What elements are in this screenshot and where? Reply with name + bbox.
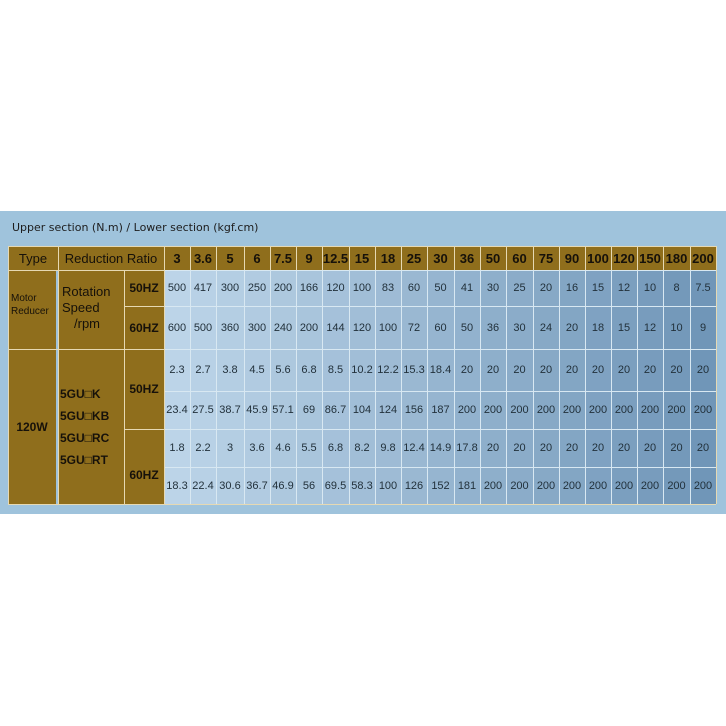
torque-50hz-nm-cell-2: 3.8 [216, 349, 244, 391]
ratio-header-4: 7.5 [270, 246, 296, 270]
speed-50hz-cell-6: 120 [322, 270, 349, 306]
table-border [8, 246, 716, 247]
table-border [349, 246, 350, 270]
torque-50hz-kgfcm-cell-0: 23.4 [164, 391, 190, 429]
speed-60hz-cell-3: 300 [244, 306, 270, 349]
speed-60hz-cell-17: 15 [611, 306, 637, 349]
torque-50hz-nm-cell-5: 6.8 [296, 349, 322, 391]
torque-50hz-nm-cell-4: 5.6 [270, 349, 296, 391]
speed-50hz-cell-17: 12 [611, 270, 637, 306]
table-border [124, 429, 164, 430]
torque-50hz-nm-cell-12: 20 [480, 349, 506, 391]
model-name: 5GU□RT [60, 452, 108, 467]
model-list [58, 349, 124, 504]
torque-60hz-nm-cell-7: 8.2 [349, 429, 375, 467]
speed-60hz-cell-2: 360 [216, 306, 244, 349]
torque-50hz-kgfcm-cell-7: 104 [349, 391, 375, 429]
ratio-header-12: 50 [480, 246, 506, 270]
torque-50hz-nm-cell-14: 20 [533, 349, 559, 391]
torque-50hz-kgfcm-cell-10: 187 [427, 391, 454, 429]
speed-60hz-cell-13: 30 [506, 306, 533, 349]
speed-50hz-cell-5: 166 [296, 270, 322, 306]
torque-60hz-kgfcm-cell-1: 22.4 [190, 467, 216, 504]
torque-60hz-kgfcm-cell-3: 36.7 [244, 467, 270, 504]
table-border [8, 270, 164, 271]
table-border [506, 246, 507, 270]
torque-60hz-nm-cell-12: 20 [480, 429, 506, 467]
torque-50hz-kgfcm-cell-12: 200 [480, 391, 506, 429]
ratio-header-13: 60 [506, 246, 533, 270]
torque-60hz-kgfcm-cell-5: 56 [296, 467, 322, 504]
torque-60hz-kgfcm-cell-6: 69.5 [322, 467, 349, 504]
torque-50hz-kgfcm-cell-14: 200 [533, 391, 559, 429]
table-border [164, 246, 165, 504]
torque-50hz-nm-cell-17: 20 [611, 349, 637, 391]
table-border [58, 246, 59, 504]
table-border [270, 246, 271, 270]
speed-50hz-label: 50HZ [124, 270, 164, 306]
speed-50hz-cell-16: 15 [585, 270, 611, 306]
torque-50hz-kgfcm-cell-17: 200 [611, 391, 637, 429]
spec-table [0, 211, 726, 514]
torque-50hz-nm-cell-20: 20 [690, 349, 716, 391]
ratio-header-8: 18 [375, 246, 401, 270]
table-border [244, 246, 245, 270]
torque-60hz-nm-cell-11: 17.8 [454, 429, 480, 467]
speed-50hz-cell-12: 30 [480, 270, 506, 306]
speed-60hz-cell-14: 24 [533, 306, 559, 349]
grid-line [164, 270, 716, 271]
ratio-header-10: 30 [427, 246, 454, 270]
model-name: 5GU□KB [60, 408, 110, 423]
speed-60hz-cell-18: 12 [637, 306, 663, 349]
motor-reducer-label [8, 270, 56, 349]
torque-60hz-nm-cell-0: 1.8 [164, 429, 190, 467]
ratio-header-17: 120 [611, 246, 637, 270]
torque-50hz-kgfcm-cell-4: 57.1 [270, 391, 296, 429]
rotation-speed-text: Rotation [62, 284, 111, 299]
speed-60hz-cell-10: 60 [427, 306, 454, 349]
table-border [559, 246, 560, 270]
torque-60hz-nm-cell-6: 6.8 [322, 429, 349, 467]
torque-60hz-kgfcm-cell-2: 30.6 [216, 467, 244, 504]
torque-60hz-nm-cell-20: 20 [690, 429, 716, 467]
torque-50hz-nm-cell-16: 20 [585, 349, 611, 391]
table-border [716, 246, 717, 504]
speed-50hz-cell-0: 500 [164, 270, 190, 306]
torque-60hz-nm-cell-2: 3 [216, 429, 244, 467]
speed-50hz-cell-11: 41 [454, 270, 480, 306]
torque-50hz-kgfcm-cell-5: 69 [296, 391, 322, 429]
torque-60hz-nm-cell-3: 3.6 [244, 429, 270, 467]
table-border [427, 246, 428, 270]
torque-50hz-kgfcm-cell-8: 124 [375, 391, 401, 429]
table-border [375, 246, 376, 270]
table-border [190, 246, 191, 270]
torque-60hz-kgfcm-cell-15: 200 [559, 467, 585, 504]
torque-60hz-nm-cell-14: 20 [533, 429, 559, 467]
torque-50hz-kgfcm-cell-16: 200 [585, 391, 611, 429]
torque-60hz-kgfcm-cell-7: 58.3 [349, 467, 375, 504]
ratio-header-14: 75 [533, 246, 559, 270]
rotation-speed-text: /rpm [74, 316, 100, 331]
speed-50hz-cell-18: 10 [637, 270, 663, 306]
table-border [533, 246, 534, 270]
ratio-header-6: 12.5 [322, 246, 349, 270]
header-type: Type [8, 246, 58, 270]
speed-50hz-cell-7: 100 [349, 270, 375, 306]
speed-60hz-cell-6: 144 [322, 306, 349, 349]
torque-60hz-kgfcm-cell-14: 200 [533, 467, 559, 504]
torque-50hz-kgfcm-cell-19: 200 [663, 391, 690, 429]
ratio-header-16: 100 [585, 246, 611, 270]
table-border [637, 246, 638, 270]
table-border [585, 246, 586, 270]
speed-60hz-label: 60HZ [124, 306, 164, 349]
speed-60hz-cell-4: 240 [270, 306, 296, 349]
table-border [480, 246, 481, 270]
torque-50hz-kgfcm-cell-1: 27.5 [190, 391, 216, 429]
torque-50hz-kgfcm-cell-2: 38.7 [216, 391, 244, 429]
torque-50hz-nm-cell-15: 20 [559, 349, 585, 391]
torque-60hz-nm-cell-5: 5.5 [296, 429, 322, 467]
torque-50hz-kgfcm-cell-13: 200 [506, 391, 533, 429]
torque-50hz-kgfcm-cell-11: 200 [454, 391, 480, 429]
speed-60hz-cell-7: 120 [349, 306, 375, 349]
power-label: 120W [8, 349, 56, 504]
torque-50hz-nm-cell-9: 15.3 [401, 349, 427, 391]
ratio-header-19: 180 [663, 246, 690, 270]
speed-50hz-cell-15: 16 [559, 270, 585, 306]
table-border [296, 246, 297, 270]
speed-50hz-cell-1: 417 [190, 270, 216, 306]
ratio-header-20: 200 [690, 246, 716, 270]
grid-line [164, 467, 716, 468]
table-border [8, 349, 164, 350]
grid-line [164, 349, 716, 350]
torque-50hz-nm-cell-13: 20 [506, 349, 533, 391]
speed-50hz-cell-8: 83 [375, 270, 401, 306]
torque-60hz-nm-cell-18: 20 [637, 429, 663, 467]
speed-60hz-cell-9: 72 [401, 306, 427, 349]
ratio-header-15: 90 [559, 246, 585, 270]
torque-50hz-kgfcm-cell-15: 200 [559, 391, 585, 429]
speed-50hz-cell-3: 250 [244, 270, 270, 306]
torque-50hz-nm-cell-1: 2.7 [190, 349, 216, 391]
ratio-header-1: 3.6 [190, 246, 216, 270]
table-border [124, 306, 164, 307]
speed-60hz-cell-5: 200 [296, 306, 322, 349]
torque-50hz-kgfcm-cell-20: 200 [690, 391, 716, 429]
torque-50hz-label: 50HZ [124, 349, 164, 429]
motor-reducer-text: Motor [11, 293, 37, 304]
torque-60hz-kgfcm-cell-11: 181 [454, 467, 480, 504]
torque-50hz-nm-cell-6: 8.5 [322, 349, 349, 391]
model-name: 5GU□K [60, 386, 101, 401]
torque-60hz-nm-cell-17: 20 [611, 429, 637, 467]
torque-50hz-nm-cell-0: 2.3 [164, 349, 190, 391]
speed-60hz-cell-12: 36 [480, 306, 506, 349]
torque-60hz-nm-cell-13: 20 [506, 429, 533, 467]
torque-50hz-kgfcm-cell-9: 156 [401, 391, 427, 429]
ratio-header-5: 9 [296, 246, 322, 270]
torque-60hz-nm-cell-15: 20 [559, 429, 585, 467]
table-border [322, 246, 323, 270]
speed-60hz-cell-8: 100 [375, 306, 401, 349]
torque-60hz-kgfcm-cell-10: 152 [427, 467, 454, 504]
table-border [216, 246, 217, 270]
torque-60hz-kgfcm-cell-13: 200 [506, 467, 533, 504]
spec-table-panel [0, 211, 726, 514]
torque-60hz-nm-cell-1: 2.2 [190, 429, 216, 467]
torque-60hz-nm-cell-10: 14.9 [427, 429, 454, 467]
speed-60hz-cell-15: 20 [559, 306, 585, 349]
rotation-speed-label [58, 270, 124, 349]
grid-line [164, 391, 716, 392]
table-border [690, 246, 691, 270]
torque-50hz-nm-cell-19: 20 [663, 349, 690, 391]
speed-50hz-cell-13: 25 [506, 270, 533, 306]
torque-60hz-kgfcm-cell-20: 200 [690, 467, 716, 504]
torque-60hz-kgfcm-cell-4: 46.9 [270, 467, 296, 504]
speed-60hz-cell-1: 500 [190, 306, 216, 349]
speed-50hz-cell-20: 7.5 [690, 270, 716, 306]
speed-60hz-cell-11: 50 [454, 306, 480, 349]
ratio-header-0: 3 [164, 246, 190, 270]
unit-caption: Upper section (N.m) / Lower section (kgf.cm) [12, 221, 259, 234]
torque-60hz-kgfcm-cell-9: 126 [401, 467, 427, 504]
ratio-header-3: 6 [244, 246, 270, 270]
torque-60hz-kgfcm-cell-0: 18.3 [164, 467, 190, 504]
torque-60hz-nm-cell-9: 12.4 [401, 429, 427, 467]
torque-60hz-kgfcm-cell-16: 200 [585, 467, 611, 504]
torque-50hz-nm-cell-11: 20 [454, 349, 480, 391]
table-border [401, 246, 402, 270]
torque-60hz-nm-cell-16: 20 [585, 429, 611, 467]
torque-60hz-kgfcm-cell-19: 200 [663, 467, 690, 504]
torque-60hz-nm-cell-8: 9.8 [375, 429, 401, 467]
torque-60hz-kgfcm-cell-18: 200 [637, 467, 663, 504]
ratio-header-18: 150 [637, 246, 663, 270]
torque-50hz-nm-cell-18: 20 [637, 349, 663, 391]
torque-50hz-kgfcm-cell-3: 45.9 [244, 391, 270, 429]
torque-50hz-kgfcm-cell-18: 200 [637, 391, 663, 429]
speed-50hz-cell-9: 60 [401, 270, 427, 306]
ratio-header-7: 15 [349, 246, 375, 270]
torque-60hz-nm-cell-19: 20 [663, 429, 690, 467]
model-name: 5GU□RC [60, 430, 110, 445]
rotation-speed-text: Speed [62, 300, 100, 315]
table-border [611, 246, 612, 270]
table-border [663, 246, 664, 270]
speed-60hz-cell-16: 18 [585, 306, 611, 349]
speed-60hz-cell-19: 10 [663, 306, 690, 349]
motor-reducer-text: Reducer [11, 306, 49, 317]
speed-60hz-cell-20: 9 [690, 306, 716, 349]
grid-line [164, 429, 716, 430]
ratio-header-9: 25 [401, 246, 427, 270]
speed-60hz-cell-0: 600 [164, 306, 190, 349]
torque-60hz-nm-cell-4: 4.6 [270, 429, 296, 467]
torque-50hz-nm-cell-10: 18.4 [427, 349, 454, 391]
torque-50hz-nm-cell-7: 10.2 [349, 349, 375, 391]
torque-60hz-kgfcm-cell-12: 200 [480, 467, 506, 504]
torque-50hz-nm-cell-3: 4.5 [244, 349, 270, 391]
ratio-header-2: 5 [216, 246, 244, 270]
speed-50hz-cell-19: 8 [663, 270, 690, 306]
speed-50hz-cell-14: 20 [533, 270, 559, 306]
table-border [8, 504, 716, 505]
torque-60hz-kgfcm-cell-8: 100 [375, 467, 401, 504]
table-border [8, 246, 9, 504]
ratio-header-11: 36 [454, 246, 480, 270]
header-reduction-ratio: Reduction Ratio [58, 246, 164, 270]
speed-50hz-cell-4: 200 [270, 270, 296, 306]
speed-50hz-cell-10: 50 [427, 270, 454, 306]
grid-line [164, 306, 716, 307]
torque-60hz-kgfcm-cell-17: 200 [611, 467, 637, 504]
torque-60hz-label: 60HZ [124, 429, 164, 504]
table-border [454, 246, 455, 270]
torque-50hz-kgfcm-cell-6: 86.7 [322, 391, 349, 429]
torque-50hz-nm-cell-8: 12.2 [375, 349, 401, 391]
speed-50hz-cell-2: 300 [216, 270, 244, 306]
table-border [124, 270, 125, 504]
